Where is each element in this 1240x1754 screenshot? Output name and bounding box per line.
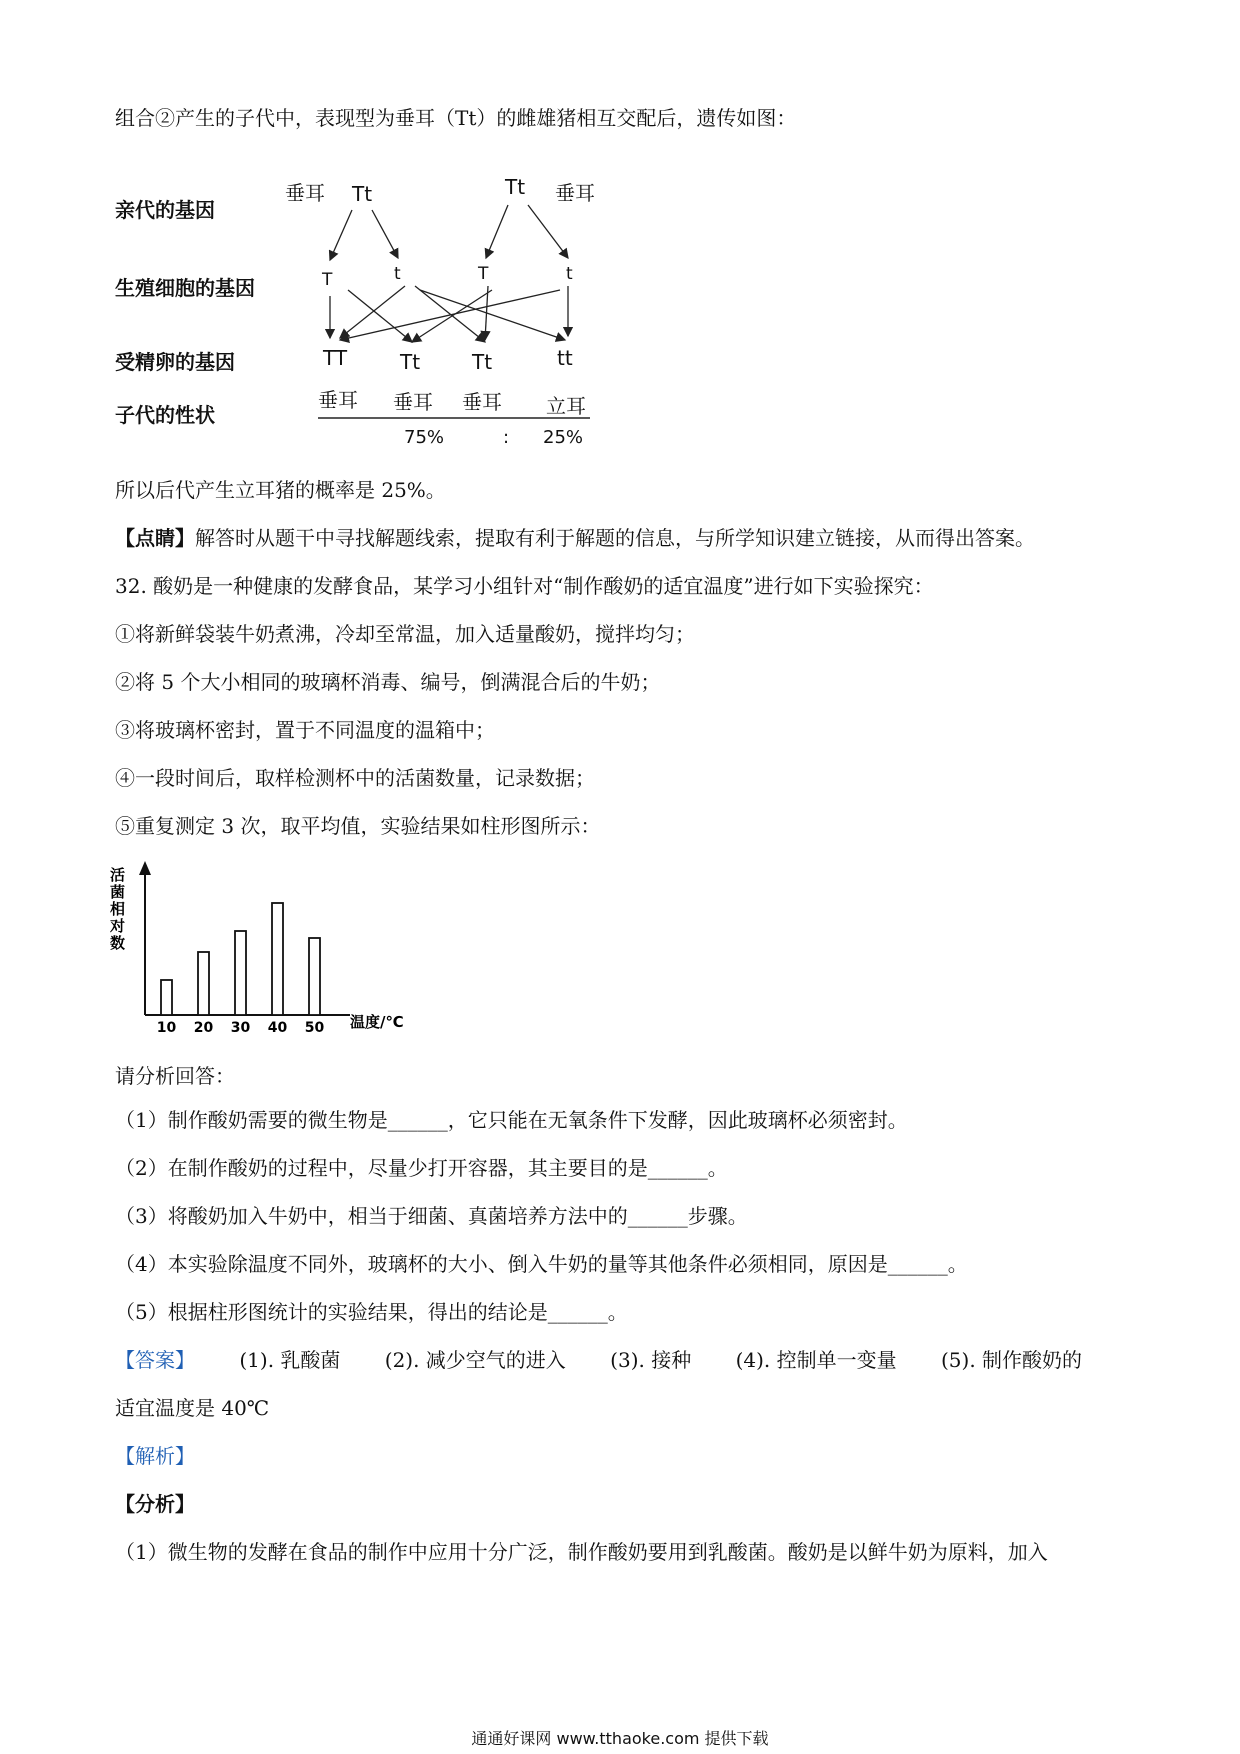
gamete-2: t [394,264,401,284]
bar-50 [309,938,320,1015]
step-2: ②将 5 个大小相同的玻璃杯消毒、编号，倒满混合后的牛奶； [115,670,661,694]
step-4: ④一段时间后，取样检测杯中的活菌数量，记录数据； [115,766,595,790]
answer-4: (4). 控制单一变量 [735,1348,897,1372]
sub-question-4: （4）本实验除温度不同外，玻璃杯的大小、倒入牛奶的量等其他条件必须相同，原因是______。 [115,1252,968,1276]
trait-1: 垂耳 [318,388,358,412]
answer-3: (3). 接种 [610,1348,692,1372]
parent-right-gene: Tt [505,175,526,199]
footer: 通通好课网 www.tthaoke.com 提供下载 [471,1729,769,1748]
answer-2: (2). 减少空气的进入 [384,1348,566,1372]
answer-5: (5). 制作酸奶的 [940,1348,1083,1372]
y-axis-label: 活菌相对数 [110,866,126,952]
ask-text: 请分析回答： [115,1064,235,1088]
row-label-parent: 亲代的基因 [115,198,215,222]
bar-10 [161,980,172,1015]
gamete-1: T [322,270,333,290]
dianjing-line [115,524,1035,552]
y-axis-arrow [139,861,151,875]
x-tick-label: 40 [267,1020,288,1036]
zygote-4: tt [557,346,573,370]
zygote-3: Tt [472,350,493,374]
ratio-left: 75% [404,427,445,448]
conclusion-text: 所以后代产生立耳猪的概率是 25%。 [115,478,446,502]
bar-20 [198,952,209,1015]
zygote-2: Tt [400,350,421,374]
bar-40 [272,903,283,1015]
dianjing-text: 解答时从题干中寻找解题线索，提取有利于解题的信息，与所学知识建立链接，从而得出答案。 [195,526,1035,550]
trait-3: 垂耳 [462,390,502,414]
parent-left-gene: Tt [352,182,373,206]
x-tick-label: 50 [304,1020,325,1036]
answer-line [115,1346,1120,1374]
answer-continued: 适宜温度是 40℃ [115,1396,270,1420]
bar-chart [110,855,430,1055]
sub-question-3: （3）将酸奶加入牛奶中，相当于细菌、真菌培养方法中的______步骤。 [115,1204,748,1228]
sub-question-5: （5）根据柱形图统计的实验结果，得出的结论是______。 [115,1300,628,1324]
sub-question-2: （2）在制作酸奶的过程中，尽量少打开容器，其主要目的是______。 [115,1156,728,1180]
fenxi-tag: 【分析】 [115,1492,195,1516]
parent-left-trait: 垂耳 [285,181,325,205]
x-tick-label: 30 [230,1020,251,1036]
answer-tag: 【答案】 [115,1348,195,1372]
trait-4: 立耳 [546,394,586,418]
step-1: ①将新鲜袋装牛奶煮沸，冷却至常温，加入适量酸奶，搅拌均匀； [115,622,695,646]
parent-right-trait: 垂耳 [555,181,595,205]
row-label-zygote: 受精卵的基因 [115,350,235,374]
row-label-offspring: 子代的性状 [115,403,215,427]
analysis-1: （1）微生物的发酵在食品的制作中应用十分广泛，制作酸奶要用到乳酸菌。酸奶是以鲜牛奶为原料，加入 [115,1540,1048,1564]
sub-question-1: （1）制作酸奶需要的微生物是______，它只能在无氧条件下发酵，因此玻璃杯必须密封。 [115,1108,908,1132]
dianjing-tag: 【点睛】 [115,526,195,550]
ratio-separator: : [503,427,510,448]
step-3: ③将玻璃杯密封，置于不同温度的温箱中； [115,718,495,742]
x-tick-label: 20 [193,1020,214,1036]
zygote-1: TT [323,346,348,370]
gamete-4: t [566,264,573,284]
row-label-gamete: 生殖细胞的基因 [115,276,255,300]
step-5: ⑤重复测定 3 次，取平均值，实验结果如柱形图所示： [115,814,601,838]
jiexi-tag: 【解析】 [115,1444,195,1468]
answer-1: (1). 乳酸菌 [239,1348,341,1372]
cross-arrows [0,0,1240,460]
question-32: 32. 酸奶是一种健康的发酵食品，某学习小组针对“制作酸奶的适宜温度”进行如下实验探究： [115,574,934,598]
bar-30 [235,931,246,1015]
trait-2: 垂耳 [393,390,433,414]
x-tick-label: 10 [156,1020,177,1036]
x-axis-label: 温度/℃ [350,1013,404,1031]
gamete-3: T [478,264,489,284]
ratio-right: 25% [543,427,584,448]
intro-text: 组合②产生的子代中，表现型为垂耳（Tt）的雌雄猪相互交配后，遗传如图： [115,106,797,130]
